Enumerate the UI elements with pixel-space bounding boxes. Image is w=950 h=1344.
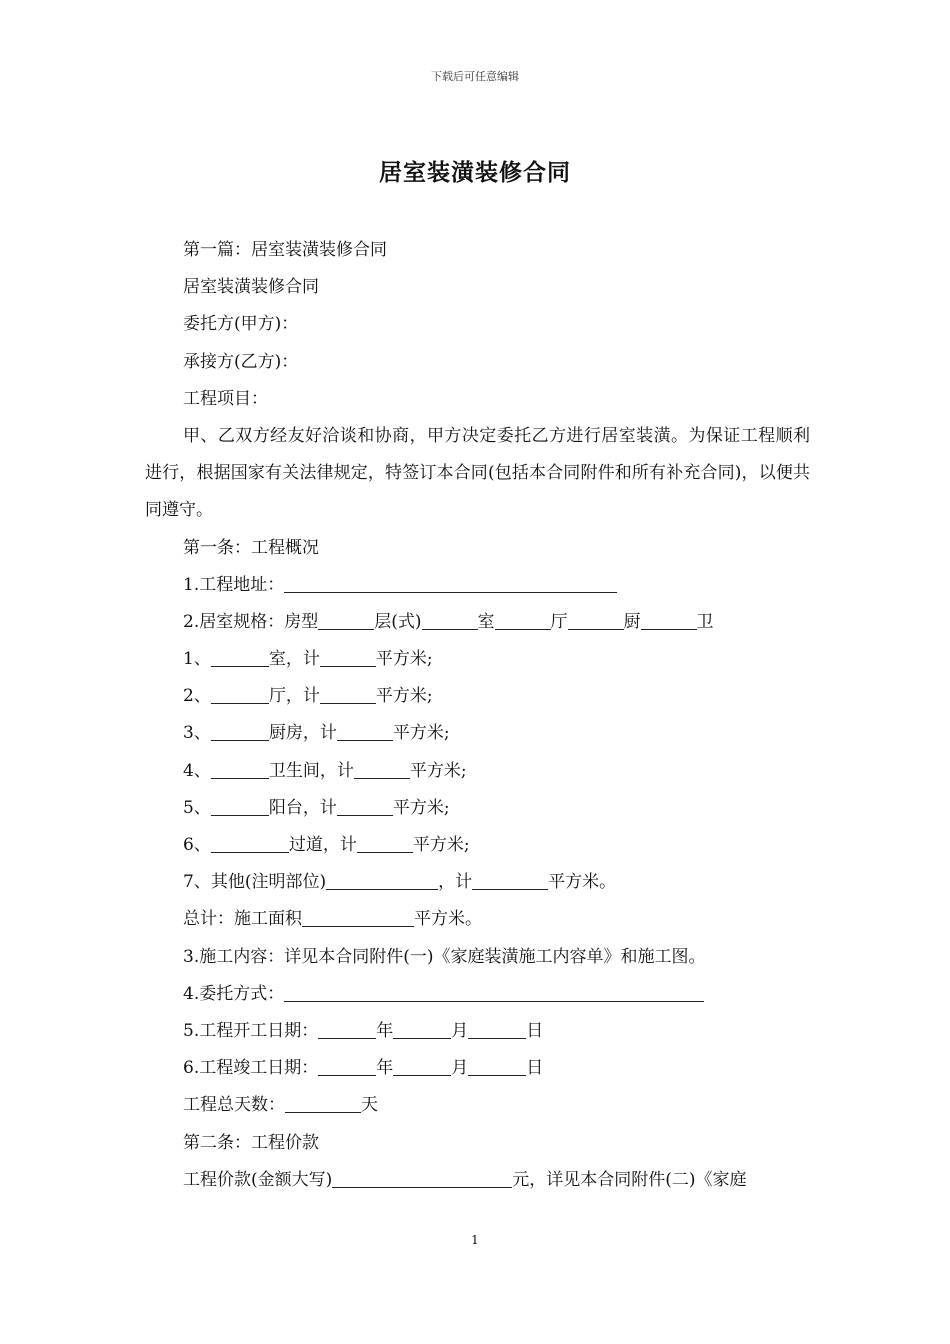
area-row-1: 1、 室，计 平方米; xyxy=(183,649,433,670)
article-2-heading: 第二条：工程价款 xyxy=(183,1132,319,1153)
area-row-3: 3、 厨房，计 平方米; xyxy=(183,723,450,744)
start-date-line: 5.工程开工日期： 年 月 日 xyxy=(183,1020,544,1041)
area-row-7: 7、其他(注明部位) ，计 平方米。 xyxy=(183,872,617,893)
commission-mode-line: 4.委托方式： xyxy=(145,976,810,1013)
address-line: 1.工程地址： xyxy=(145,567,810,604)
blank-address xyxy=(284,573,617,593)
blank-rooms xyxy=(495,610,551,630)
total-area-line: 总计：施工面积 平方米。 xyxy=(183,909,482,930)
project-field: 工程项目： xyxy=(183,388,268,409)
contract-name: 居室装潢装修合同 xyxy=(183,277,319,298)
blank-floor xyxy=(422,610,478,630)
price-line: 工程价款(金额大写) 元，详见本合同附件(二)《家庭 xyxy=(183,1169,747,1190)
contract-body xyxy=(145,232,810,1199)
page-number: 1 xyxy=(471,1233,479,1247)
area-row-6: 6、 过道，计 平方米; xyxy=(183,835,470,856)
blank-housetype xyxy=(318,610,374,630)
article-1-heading: 第一条：工程概况 xyxy=(183,537,319,558)
room-spec-line: 2.居室规格：房型 层(式) 室 厅 厨 卫 xyxy=(183,611,714,632)
blank-kitchens xyxy=(641,610,697,630)
party-b-field: 承接方(乙方)： xyxy=(183,351,299,372)
blank-halls xyxy=(568,610,624,630)
document-title: 居室装潢装修合同 xyxy=(379,159,571,186)
area-row-4: 4、 卫生间，计 平方米; xyxy=(183,760,467,781)
section-title: 第一篇：居室装潢装修合同 xyxy=(183,240,387,260)
page-header-note: 下载后可任意编辑 xyxy=(431,70,519,83)
total-days-line: 工程总天数： 天 xyxy=(183,1095,378,1116)
end-date-line: 6.工程竣工日期： 年 月 日 xyxy=(183,1058,544,1079)
construction-content-line: 3.施工内容：详见本合同附件(一)《家庭装潢施工内容单》和施工图。 xyxy=(183,946,706,967)
intro-paragraph: 甲、乙双方经友好洽谈和协商，甲方决定委托乙方进行居室装潢。为保证工程顺利进行，根据国家有关法律规定，特签订本合同(包括本合同附件和所有补充合同)，以便共同遵守。 xyxy=(145,425,810,521)
area-row-5: 5、 阳台，计 平方米; xyxy=(183,797,450,818)
party-a-field: 委托方(甲方)： xyxy=(183,314,299,335)
area-row-2: 2、 厅，计 平方米; xyxy=(183,686,433,707)
